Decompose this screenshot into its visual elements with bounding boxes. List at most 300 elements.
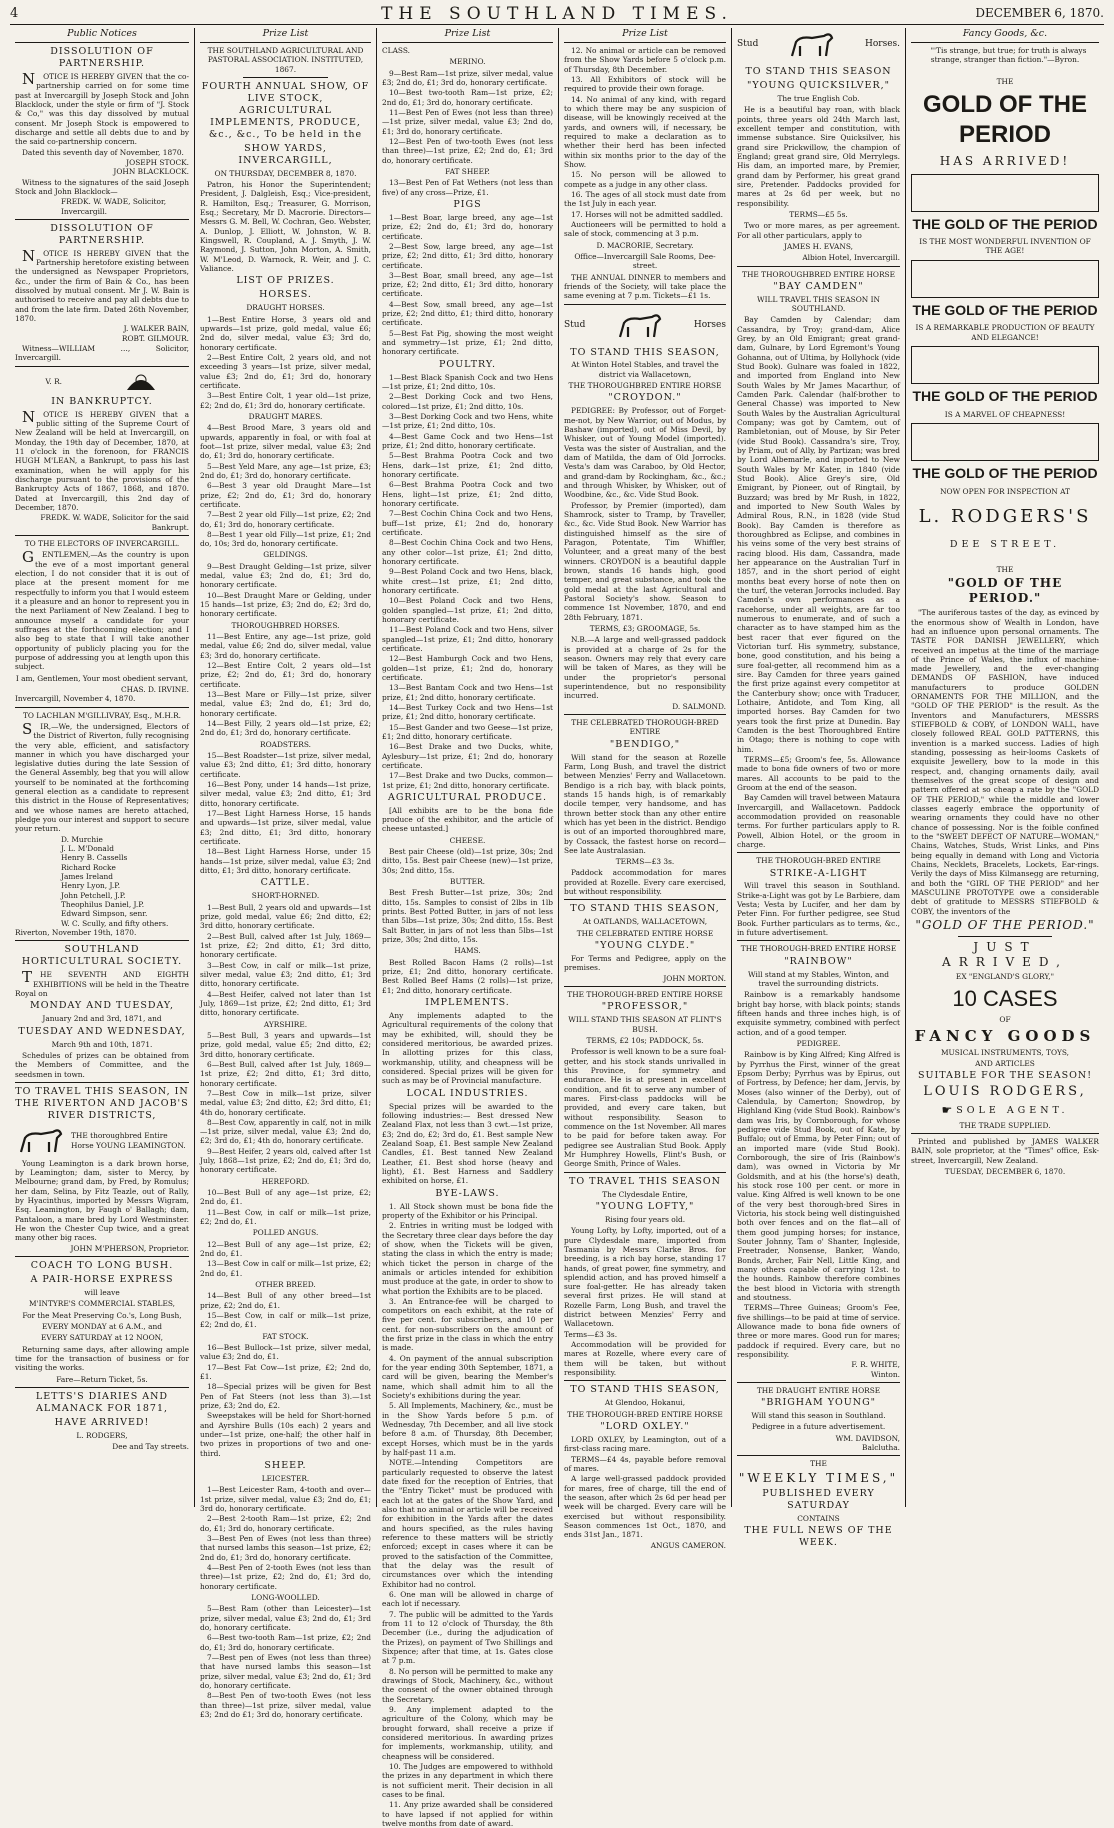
advert-line: At Winton Hotel Stables, and travel the district via Wallacetown, <box>571 360 719 379</box>
class-title: OTHER BREED. <box>255 1280 316 1290</box>
notice-body: SIR,—We, the undersigned, Electors of the District of Riverton, fully recognising the very able, efficient, and satisfactory manner in which you have discharged your legislative duties during the late Session of the General Assembly, beg that you will allow yourself to be nominated at the forthcoming general election as a candidate to represent this district in the House of Representatives; and we whose names are hereto attached, pledge you our interest and support to secure your return. <box>15 719 189 834</box>
signatory: J. L. M'Donald <box>61 844 114 854</box>
royal-arms-text: V. R. <box>45 377 62 387</box>
gold-headline: THE GOLD OF THE PERIOD <box>912 465 1098 482</box>
prize-item: 13—Best Pen of Fat Wethers (not less than five) of any cross—Prize, £1. <box>382 178 553 197</box>
prize-item: 3—Best Cow, in calf or milk—1st prize, silver medal, value £3; 2nd ditto, £1; 3rd ditto, honorary certificate. <box>200 960 371 989</box>
coach-line: Returning same days, after allowing ample time for the transaction of business or for visiting the works. <box>15 1344 189 1373</box>
terms: TERMS—£5; Groom's fee, 5s. Allowance made to bona fide owners of two or more mares. All accounts to be paid to the Groom at the end of the season. <box>737 754 900 792</box>
sweepstakes-note: Sweepstakes will be held for Short-horned and Ayrshire Bulls (10s each) 2 years and under—1st prize, one-half; the other half in two prizes in proportions of two and one-third. <box>200 1411 371 1458</box>
divider <box>564 1380 726 1381</box>
officers: Patron, his Honor the Superintendent; President, J. Dalgleish, Esq.; Vice-president, R. Hamilton, Esq.; Treasurer, G. Morrison, Esq.; Secretary, Mr D. Macrorie. Directors—Messrs G. M. Bell, W. Cochran, Geo. Webster, A. Dunlop, J. Elliott, W. Johnston, W. B. Kingswell, R. Coupland, A. J. Smyth, J. W. Raymond, J. Sutton, John Morton, A. Smith, W. M'Leod, D. Warnock, R. Weir, and J. C. Valiance. <box>200 180 371 274</box>
notice-body: Schedules of prizes can be obtained from the Members of Committee, and the seedsmen in town. <box>15 1050 189 1079</box>
coach-line: M'INTYRE'S COMMERCIAL STABLES, <box>29 1299 175 1309</box>
divider <box>737 266 900 267</box>
blank-box <box>911 423 1099 461</box>
prize-item: Best pair Cheese (old)—1st prize, 30s; 2nd ditto, 15s. Best pair Cheese (new)—1st prize, 30s; 2nd ditto, 15s. <box>382 847 553 875</box>
column-prize-list-3 <box>559 28 731 1550</box>
divider <box>737 852 900 853</box>
prize-item: 2—Best Bull, calved after 1st July, 1869—1st prize, £2; 2nd ditto, £1; 3rd ditto, honorary certificate. <box>200 931 371 960</box>
notice-body: GENTLEMEN,—As the country is upon the eve of a most important general election, I do not consider that it is out of place at the present moment for me respectfully to inform you that I would esteem it a pleasure and an honor to represent you in the next Parliament of New Zealand. I beg to announce myself a candidate for your suffrages at the forthcoming election; and I also beg to state that I will take another opportunity of publicly placing you for the purpose of addressing you at length upon this subject. <box>15 548 189 672</box>
column-heading: Prize List <box>382 28 553 43</box>
imprint-date: TUESDAY, DECEMBER 6, 1870. <box>944 1166 1066 1176</box>
gold-headline: THE GOLD OF THE PERIOD <box>912 301 1098 318</box>
page-number: 4 <box>10 6 19 21</box>
signature: ANGUS CAMERON. <box>650 1540 726 1550</box>
section-title: BYE-LAWS. <box>435 1187 500 1199</box>
signature: JOHN MORTON. <box>663 973 726 983</box>
horse-icon <box>614 309 666 343</box>
gold-headline: GOLD OF THE PERIOD <box>923 90 1087 149</box>
signatory: James Ireland <box>61 872 113 882</box>
bylaw: 4. On payment of the annual subscription for the year ending 30th September, 1871, a card will be given, bearing the Member's name, which shall admit him to all the Society's exhibitions during the year. <box>382 1353 553 1401</box>
bylaw: 13. All Exhibitors of stock will be required to provide their own forage. <box>564 74 726 94</box>
prize-item: 7—Best 2 year old Filly—1st prize, £2; 2nd do, £1; 3rd do, honorary certificate. <box>200 510 371 529</box>
horse-name: "BENDIGO," <box>609 738 681 750</box>
witness-name: FREDK. W. WADE, Solicitor, Invercargill. <box>61 197 167 216</box>
advert-title: THE THOROUGHBRED ENTIRE HORSE <box>742 269 895 279</box>
prize-item: 9—Best Draught Gelding—1st prize, silver medal, value £3; 2nd do, £1; 3rd do, honorary certificate. <box>200 561 371 590</box>
exhibition-dates: MONDAY AND TUESDAY, <box>30 1000 174 1012</box>
advert-line: The Clydesdale Entire, <box>602 1189 688 1199</box>
weekly-times-title: "WEEKLY TIMES," <box>738 1470 899 1485</box>
blank-box <box>911 174 1099 212</box>
prize-item: 5—Best Brahma Pootra Cock and two Hens, dark—1st prize, £1; 2nd ditto, honorary certificate. <box>382 451 553 480</box>
prize-item: Best Rolled Bacon Hams (2 rolls)—1st prize, £1; 2nd ditto, honorary certificate. Best Rolled Beef Hams (2 rolls)—1st prize, £1; 2nd ditto, honorary certificate. <box>382 957 553 995</box>
class-title: DRAUGHT MARES. <box>248 411 323 421</box>
coach-line: Fare—Return Ticket, 5s. <box>56 1374 148 1384</box>
issue-date: DECEMBER 6, 1870. <box>975 6 1104 20</box>
terms: TERMS—£3 3s. <box>615 857 675 867</box>
advert-body: "The auriferous tastes of the day, as evinced by the enormous show of Wealth in London, have had an influence upon personal ornaments. The TASTE FOR DANISH JEWELLERY, which received an impetus at the time of the marriage of the Prince of Wales, the influx of machine-made Jewellery, and the ever-changing DEMANDS OF FASHION, have induced manufacturers to produce GOLDEN ORNAMENTS FOR THE MILLION, and the "GOLD OF THE PERIOD" is the result. As the Inventors and Manufacturers, MESSRS STIEFBOLD & COBY, of LONDON WALL, have closely followed REAL GOLD PATTERNS, this invention is a marked success. Ladies of high standing, possessing as heir-looms Caskets of exquisite Jewellery, bow to la mode in this respect, and, changing ornaments daily, avail themselves of the great scope of design and pattern offered at so cheap a rate by the "GOLD OF THE PERIOD," while the middle and lower classes eagerly embrace the opportunity of wearing ornaments they could have no other chance of possessing. Nor is the foible confined to the "SWEET DEFECT OF NATURE—WOMAN," Chains, Watches, Studs, Wrist Links, and Pins being equally in demand with Long and Victoria Chains, Necklets, Bracelets, Lockets, Ear-rings. Verily the days of Miss Kilmansegg are returning, and both the "GIRL OF THE PERIOD" and her MASCULINE PROTOTYPE owe a considerable debt of gratitude to MESSRS STIEFBOLD & COBY, the inventors of the <box>911 608 1099 916</box>
fancy-goods-headline: FANCY GOODS <box>914 1026 1096 1045</box>
blank-box <box>911 346 1099 384</box>
prize-item: 14—Best Filly, 2 years old—1st prize, £2; 2nd do, £1; 3rd do, honorary certificate. <box>200 719 371 738</box>
prize-item: 3—Best Boar, small breed, any age—1st prize, £2; 2nd ditto, £1; 3rd ditto, honorary certificate. <box>382 270 553 299</box>
bylaw: 16. The ages of all stock must date from the 1st July in each year. <box>564 189 726 209</box>
divider <box>737 1455 900 1456</box>
advert-line: THE THOROUGH-BRED ENTIRE HORSE <box>567 1409 723 1419</box>
bylaw: 5. All Implements, Machinery, &c., must be in the Show Yards before 5 p.m. of Wednesday, 7th December, and all live stock before 8 a.m. of Thursday, 8th December, except Horses, which must be in the yards by half-past 11 a.m. <box>382 1401 553 1458</box>
bylaw: Auctioneers will be permitted to hold a sale of stock, commencing at 3 p.m. <box>564 219 726 239</box>
address: Balclutha. <box>862 1443 900 1453</box>
stud-banner <box>737 28 900 62</box>
advert-line: THE TRADE SUPPLIED. <box>959 1120 1051 1130</box>
coach-line: EVERY MONDAY at 6 A.M., and <box>42 1322 162 1331</box>
divider <box>15 707 189 708</box>
advert-body: He is a beautiful bay roan, with black points, three years old 24th March last, excellent temper and constitution, with immense substance. Sire Quicksilver, his grand sire Prickwillow, the champion of England; great grand sire, Old Merrylegs. His dam, an imported mare, by Premier, grand dam by Performer, his great grand sire, Pretender. Paddocks provided for mares at 2s 6d per week, but no responsibility. <box>737 105 900 208</box>
horse-advert-header <box>15 1124 189 1158</box>
notice-title: SOUTHLAND HORTICULTURAL SOCIETY. <box>21 944 183 968</box>
prize-item: 2—Best Entire Colt, 2 years old, and not exceeding 3 years—1st prize, silver medal, value £3; 2nd do, £1; 3rd do, honorary certificate. <box>200 352 371 390</box>
advert-line: AND ARTICLES <box>975 1058 1035 1068</box>
class-title: HEREFORD. <box>261 1176 310 1186</box>
prize-item: 6—Best Bull, calved after 1st July, 1869—1st prize, £2; 2nd ditto, £1; 3rd ditto, honorary certificate. <box>200 1059 371 1088</box>
section-title: CATTLE. <box>260 877 311 889</box>
section-title: AGRICULTURAL PRODUCE. <box>387 791 548 803</box>
prize-item: 12—Best Pen of two-tooth Ewes (not less than three)—1st prize, £2; 2nd do, £1; 3rd do, honorary certificate. <box>382 136 553 165</box>
dinner-notice: THE ANNUAL DINNER to members and friends of the Society, will take place the same evening at 7 p.m. Tickets—£1 1s. <box>564 272 726 301</box>
prize-item: 10—Best Poland Cock and two Hens, golden spangled—1st prize, £1; 2nd ditto, honorary certificate. <box>382 596 553 624</box>
blank-box <box>911 260 1099 298</box>
advert-line: OF <box>999 1015 1011 1025</box>
bylaw: 15. No person will be allowed to compete as a judge in any other class. <box>564 170 726 189</box>
prize-item: 10—Best Draught Mare or Gelding, under 15 hands—1st prize, £3; 2nd do, £2; 3rd do, honorary certificate. <box>200 590 371 619</box>
exhibition-dates: TUESDAY AND WEDNESDAY, <box>18 1025 186 1037</box>
advert-body: Paddock accommodation for mares provided at Rozelle. Every care exercised, but without responsibility. <box>564 868 726 897</box>
divider <box>15 219 189 220</box>
horse-name: THE thoroughbred Entire Horse YOUNG LEAMINGTON. <box>71 1131 186 1150</box>
prize-item: 8—Best Cow, apparently in calf, not in milk—1st prize, silver medal, value £3; 2nd do, £2; 3rd do, £1; 4th do, honorary certificate. <box>200 1117 371 1146</box>
notice-title: COACH TO LONG BUSH. <box>30 1260 174 1272</box>
section-title: POULTRY. <box>439 358 496 370</box>
horse-name: "BRIGHAM YOUNG" <box>760 1397 877 1409</box>
advert-line: THE FULL NEWS OF THE WEEK. <box>744 1525 893 1549</box>
class-title: MERINO. <box>449 57 486 67</box>
shop-address: DEE STREET. <box>949 538 1061 550</box>
prize-item: 10—Best Bull of any age—1st prize, £2; 2nd do, £1. <box>200 1188 371 1207</box>
royal-arms <box>15 370 189 394</box>
advert-line: SUITABLE FOR THE SEASON! <box>917 1070 1093 1082</box>
prize-item: 18—Special prizes will be given for Best Pen of Fat Steers (not less than 3).—1st prize, £3; 2nd do, £2. <box>200 1382 371 1411</box>
prize-item: 10—Best two-tooth Ram—1st prize, £2; 2nd do, £1; 3rd do, honorary certificate. <box>382 88 553 107</box>
address: Dee and Tay streets. <box>112 1442 189 1452</box>
divider <box>15 1082 189 1083</box>
prize-item: 5—Best Bull, 3 years and upwards—1st prize, gold medal, value £5; 2nd ditto, £2; 3rd ditto, honorary certificate. <box>200 1030 371 1059</box>
prize-item: 3—Best Dorking Cock and two Hens, white—1st prize, £1; 2nd ditto, 10s. <box>382 412 553 431</box>
horse-name: "PROFESSOR," <box>601 1001 689 1013</box>
advert-body: For Terms and Pedigree, apply on the premises. <box>564 954 726 973</box>
advert-title: THE THOROUGH-BRED ENTIRE HORSE <box>567 990 723 1000</box>
advert-body: Rainbow is a remarkably handsome bright bay horse, with black points; stands fifteen hands and three inches high, is of exquisite symmetry, combined with perfect action, and of a good temper. <box>737 990 900 1037</box>
signature: JOSEPH STOCK. <box>126 157 189 167</box>
advert-line: The true English Cob. <box>777 93 860 103</box>
prize-item: 8—Best Cochin China Cock and two Hens, any other color—1st prize, £1; 2nd ditto, honorary certificate. <box>382 538 553 566</box>
horse-name: "YOUNG CLYDE." <box>594 940 696 952</box>
prize-item: 15—Best Gander and two Geese—1st prize, £1; 2nd ditto, honorary certificate. <box>382 722 553 741</box>
address: Office—Invercargill Sale Rooms, Dee-street. <box>574 251 716 271</box>
divider <box>15 366 189 367</box>
advert-line: IS THE MOST WONDERFUL INVENTION OF THE AGE! <box>919 237 1091 256</box>
prize-item: 1—Best Entire Horse, 3 years old and upwards—1st prize, gold medal, value £6; 2nd do, silver medal, value £3; 3rd do, honorary certificate. <box>200 314 371 352</box>
prize-item: 4—Best Pen of 2-tooth Ewes (not less than three)—1st prize, £2; 2nd do, £1; 3rd do, honorary certificate. <box>200 1562 371 1591</box>
divider <box>564 899 726 900</box>
terms: TERMS, £3; GROOMAGE, 5s. <box>589 623 701 633</box>
stud-label: Stud <box>564 319 586 330</box>
divider <box>15 535 189 536</box>
horse-name: "YOUNG QUICKSILVER," <box>746 79 891 91</box>
prize-item: 12—Best Bull of any age—1st prize, £2; 2nd do, £1. <box>200 1239 371 1259</box>
column-public-notices <box>10 28 194 1507</box>
horse-name: "RAINBOW" <box>784 955 853 967</box>
shop-name: L. RODGERS'S <box>918 506 1092 527</box>
bylaw: 12. No animal or article can be removed from the Show Yards before 5 o'clock p.m. of Thursday, 8th December. <box>564 45 726 74</box>
bylaw: 7. The public will be admitted to the Yards from 11 to 12 o'clock of Thursday, the 8th December (i.e., during the adjudication of the Prizes), on payment of Two Shillings and Sixpence; after that time, at 1s. Gates close at 7 p.m. <box>382 1609 553 1666</box>
advert-body: Will travel this season in Southland. Strike-a-Light was got by Le Barbiere, dam Vesta; Vesta by Lucifer, and her dam by Peter Finn. For further pedigree, see Stud Book. Further particulars as to terms, &c., in future advertisement. <box>737 881 900 938</box>
signatory: W. C. Scully, and fifty others. <box>61 918 169 928</box>
prize-item: 14—Best Turkey Cock and two Hens—1st prize, £1; 2nd ditto, honorary certificate. <box>382 702 553 722</box>
class-title: DRAUGHT HORSES. <box>246 303 325 313</box>
notice-title: DISSOLUTION OF PARTNERSHIP. <box>50 222 154 246</box>
prize-item: 15—Best Roadster—1st prize, silver medal, value £3; 2nd ditto, £1; 3rd ditto, honorary certificate. <box>200 751 371 779</box>
show-venue: SHOW YARDS, INVERCARGILL, <box>238 142 333 166</box>
divider <box>564 1172 726 1173</box>
column-heading: Fancy Goods, &c. <box>911 28 1099 43</box>
notice-body: Young Leamington is a dark brown horse, by Leamington; dam, sister to Mercy, by Melbourne; grand dam, by Fred, by Romulus; her dam, Selina, by Fitz Teazle, out of Rally, by Hyacinthus, imported by Messrs Wigram, Esq. Leamington, by Faugh o' Ballagh; dam, Pantaloon, a mare bred by Lord Westminster. He won the Chester Cup twice, and a great many other big races. <box>15 1158 189 1243</box>
notice-title: TO LACHLAN M'GILLIVRAY, Esq., M.H.R. <box>22 710 182 720</box>
coach-line: A PAIR-HORSE EXPRESS <box>30 1274 174 1286</box>
pedigree: PEDIGREE: By Professor, out of Forget-me-not, by New Warrior, out of Modus, by Bashaw (imported), out of Miss Devil, by Whisker, out of Young Model (imported). Vesta was the sister of Australian, and the dam of Matilda, the dam of Old Jorrocks. Vesta's dam was Caraboo, by Old Hector, and grand-dam by Rockingham, &c., &c.; and through Whisker, by Whisker, out of Woodbine, &c., &c. Vide Stud Book. <box>564 406 726 500</box>
class-title: LONG-WOOLLED. <box>251 1592 320 1602</box>
divider <box>15 940 189 941</box>
advert-body: Young Lofty, by Lofty, imported, out of a pure Clydesdale mare, imported from Tasmania by Messrs Clarke Bros. for breeding, is a rich bay horse, standing 17 hands, of great power, fine symmetry, and splendid action, and has proved himself a sure foal-getter. He has already taken several first prizes. He will stand at Rozelle Farm, Long Bush, and travel the district between Menzies' Ferry and Wallacetown. <box>564 1226 726 1329</box>
terms: TERMS—£5 5s. <box>789 209 848 219</box>
advert-body: A large well-grassed paddock provided for mares, free of charge, till the end of the season, after which 2s 6d per head per week will be charged. Every care will be exercised but without responsibility. Season commences 1st Oct., 1870, and ends 31st Jan., 1871. <box>564 1474 726 1540</box>
stud-label: Stud <box>737 39 759 50</box>
coach-line: will leave <box>84 1288 120 1298</box>
terms: Terms—£3 3s. <box>564 1329 618 1339</box>
signature: CHAS. D. IRVINE. <box>121 684 189 694</box>
column-prize-list-2 <box>377 28 558 1828</box>
prize-item: 17—Best Drake and two Ducks, common—1st prize, £1; 2nd ditto, honorary certificate. <box>382 771 553 790</box>
prize-item: 7—Best Cochin China Cock and two Hens, buff—1st prize, £1; 2nd do, honorary certificate. <box>382 509 553 537</box>
prize-item: 13—Best Bantam Cock and two Hens—1st prize, £1; 2nd ditto, honorary certificate. <box>382 683 553 702</box>
advert-line: Pedigree in a future advertisement. <box>751 1422 886 1432</box>
class-label: CLASS. <box>382 45 410 55</box>
advert-line: CONTAINS <box>797 1513 840 1523</box>
bylaw: 11. Any prize awarded shall be considered to have lapsed if not applied for within twelve months from date of award. <box>382 1800 553 1828</box>
pedigree-heading: PEDIGREE. <box>796 1039 841 1049</box>
notice-body: THE SEVENTH AND EIGHTH EXHIBITIONS will be held in the Theatre Royal on <box>15 968 189 998</box>
signature: D. SALMOND. <box>672 701 726 711</box>
notice-title: DISSOLUTION OF PARTNERSHIP. <box>50 45 154 69</box>
bylaw: NOTE.—Intending Competitors are particularly requested to observe the latest date fixed for the reception of Entries, that the "Entry Ticket" must be produced with each lot at the gates of the Show Yard, and also that no animal or article will be received for exhibition in the Yards after the dates and hours specified, as the rules having reference to these matters will be strictly enforced; except in cases where it can be proved to the satisfaction of the Committee, that the delay was the result of circumstances over which the intending Exhibitor had no control. <box>382 1458 553 1589</box>
advert-line: THE THOROUGHBRED ENTIRE HORSE <box>568 381 722 391</box>
signatory: Richard Rocke <box>61 862 116 872</box>
advert-body: Will stand for the season at Rozelle Farm, Long Bush, and travel the district between Menzies' Ferry and Wallacetown. Bendigo is a rich bay, with black points, stands 15 hands high, is of remarkably docile temper, very handsome, and has thrown better stock than any other entire which has yet been in the district. Bendigo is out of an imported thoroughbred mare, by Cossack, the fastest horse on record—See late Australasian. <box>564 752 726 855</box>
advert-title: THE DRAUGHT ENTIRE HORSE <box>756 1385 881 1395</box>
class-title: SHORT-HORNED. <box>251 891 320 901</box>
prize-item: 6—Best 3 year old Draught Mare—1st prize, £2; 2nd do, £1; 3rd do, honorary certificate. <box>200 481 371 509</box>
notice-body: NOTICE IS HEREBY GIVEN that the co-partnership carried on for some time past at Invercargill by Joseph Stock and John Blacklock, under the style or firm of "J. Stock & Co," was this day dissolved by mutual consent. Mr Joseph Stock is empowered to discharge and settle all debts due to and by the said co-partnership concern. <box>15 69 189 147</box>
advert-body: Professor is well known to be a sure foal-getter, and his stock stands unrivalled in this Province, for symmetry and endurance. He is at present in excellent condition, and fit to serve any number of mares. First-class paddocks will be provided, and every care taken, but without responsibility. Season to commence on the 1st November. All mares to be paid for before taken away. For pedigree see Australian Stud Book. Apply Mr Humphrey Howells, Flint's Bush, or George Smith, Prince of Wales. <box>564 1047 726 1169</box>
bylaw: 10. The Judges are empowered to withhold the prizes in any department in which there is not sufficient merit. Their decision in all cases to be final. <box>382 1761 553 1799</box>
advert-line: HAS ARRIVED! <box>939 154 1071 169</box>
column-fancy-goods <box>906 28 1104 1507</box>
class-title: FAT SHEEP. <box>445 166 490 176</box>
section-title: LIST OF PRIZES. <box>236 275 335 287</box>
advert-title: THE CELEBRATED THOROUGH-BRED ENTIRE <box>571 717 719 737</box>
gold-headline: "GOLD OF THE PERIOD." <box>947 575 1063 606</box>
exhibition-dates: January 2nd and 3rd, 1871, and <box>42 1014 162 1024</box>
prize-item: 11—Best Pen of Ewes (not less than three)—1st prize, silver medal, value £3; 2nd do, £1; 3rd do, honorary certificate. <box>382 107 553 136</box>
prize-item: 5—Best Yeld Mare, any age—1st prize, £3; 2nd do, £1; 3rd do, honorary certificate. <box>200 461 371 480</box>
advert-line: THE <box>810 1459 827 1469</box>
signature: FREDK. W. WADE, Solicitor for the said Bankrupt. <box>40 513 189 532</box>
bylaw: 2. Entries in writing must be lodged with the Secretary three clear days before the day of show, when the Tickets will be given, stating the class in which the entry is made; which ticket the person in charge of the animals or articles intended for exhibition must produce at the gate, in order to show to what portion the Exhibits are to be placed. <box>382 1221 553 1296</box>
address: Albion Hotel, Invercargill. <box>802 253 900 263</box>
prize-item: 3—Best Entire Colt, 1 year old—1st prize, £2; 2nd do, £1; 3rd do, honorary certificate. <box>200 391 371 410</box>
prize-item: 13—Best Cow in calf or milk—1st prize, £2; 2nd do, £1. <box>200 1259 371 1278</box>
advert-title: TO STAND THIS SEASON, <box>570 1384 720 1396</box>
show-title: FOURTH ANNUAL SHOW, OF LIVE STOCK, AGRICULTURAL IMPLEMENTS, PRODUCE, &c., &c., To be held in the <box>201 80 370 140</box>
advert-line: WILL STAND THIS SEASON AT FLINT'S BUSH. <box>568 1015 722 1034</box>
section-title: PIGS <box>453 198 482 210</box>
advert-line: Will stand at my Stables, Winton, and travel the surrounding districts. <box>748 969 889 989</box>
stud-banner <box>564 309 726 343</box>
notice-title: HAVE ARRIVED! <box>54 1416 150 1428</box>
advert-title: THE THOROUGH-BRED ENTIRE <box>756 856 881 866</box>
prize-item: 12—Best Entire Colt, 2 years old—1st prize, £2; 2nd do, £1; 3rd do, honorary certificate. <box>200 661 371 689</box>
prize-item: 2—Best Dorking Cock and two Hens, colored—1st prize, £1; 2nd ditto, 10s. <box>382 392 553 411</box>
bylaw: 3. An Entrance-fee will be charged to competitors on each exhibit, at the rate of five per cent. for subscribers, and 10 per cent. for non-subscribers on the amount of the first prize in the class in which the entry is made. <box>382 1296 553 1353</box>
prize-item: 5—Best Ram (other than Leicester)—1st prize, silver medal, value £3; 2nd do, £1; 3rd do, honorary certificate. <box>200 1604 371 1632</box>
pedigree: Rainbow is by King Alfred; King Alfred is by Pyrrhus the First, winner of the great Epsom Derby; Pyrrhus was by Epirus, out of Fortress, by Defence; her dam, Jervis, by Moses (also winner of the Derby), out of Calendula, by Camerton; Snowdrop, by Highland King (vide Stud Book). Rainbow's dam was Iris, by Cornborough, for whose pedigree vide Stud Book, out of Kate, by Buffalo; out of Emma, by Peter Finn; out of an imported mare (vide Stud Book). Cornborough, the sire of Iris (Rainbow's dam), was owned in Victoria by Mr Goldsmith, and at his (the horse's) death, his stock rose 100 per cent. or more in value. King Alfred is well known to be one of the very best thorough-bred Sires in Victoria, his stock being well distinguished both over fences and on the flat—all of them good jumping horses; for instance, Souter Johnny, Tam o' Shanter, Ingleside, Freetrader, Nonsense, Banker, Wando, Bonds, Archer, Fair Nell, Little King, and many others capable of carrying 12st. to the hounds. Rainbow therefore combines the best blood in Victoria with strength and stoutness. <box>737 1050 900 1302</box>
sole-agent: SOLE AGENT. <box>956 1104 1069 1116</box>
advert-line: IS A MARVEL OF CHEAPNESS! <box>944 409 1066 419</box>
class-title: BUTTER. <box>450 877 485 887</box>
signatory: Theophilus Daniel, J.P. <box>61 900 145 910</box>
prize-item: 4—Best Heifer, calved not later than 1st July, 1869—1st prize, £2; 2nd ditto, £1; 3rd ditto, honorary certificate. <box>200 989 371 1018</box>
column-heading: Prize List <box>564 28 726 43</box>
imprint: Printed and published by JAMES WALKER BAIN, sole proprietor, at the "Times" office, Esk-street, Invercargill, New Zealand. <box>911 1136 1099 1165</box>
prize-item: 17—Best Fat Cow—1st prize, £2; 2nd do, £1. <box>200 1362 371 1382</box>
prize-item: 2—Best Sow, large breed, any age—1st prize, £2; 2nd ditto, £1; 3rd ditto, honorary certificate. <box>382 241 553 270</box>
bylaw: 9. Any implement adapted to the agriculture of the Colony, which may be brought forward, shall receive a prize if considered meritorious. In awarding prizes for implements, workmanship, utility, and cheapness will be considered. <box>382 1704 553 1761</box>
class-title: LEICESTER. <box>261 1473 310 1483</box>
column-heading: Prize List <box>200 28 371 43</box>
prize-item: 11—Best Entire, any age—1st prize, gold medal, value £6; 2nd do, silver medal, value £3; 3rd do, honorary certificate. <box>200 632 371 660</box>
advert-body: LORD OXLEY, by Leamington, out of a first-class racing mare. <box>564 1435 726 1454</box>
advert-line: MUSICAL INSTRUMENTS, TOYS, <box>940 1047 1070 1057</box>
signature: F. R. WHITE, <box>851 1360 900 1370</box>
signatory: D. Murchie <box>61 834 103 844</box>
prize-item: 4—Best Sow, small breed, any age—1st prize, £2; 2nd ditto, £1; third ditto, honorary certificate. <box>382 299 553 328</box>
notice-title: LETTS'S DIARIES AND ALMANACK FOR 1871, <box>35 1390 169 1414</box>
signature: JOHN M'PHERSON, Proprietor. <box>70 1243 189 1253</box>
divider <box>564 714 726 715</box>
prize-item: 17—Best Light Harness Horse, 15 hands and upwards—1st prize, silver medal, value £3; 2nd ditto, £1; 3rd ditto, honorary certificate. <box>200 809 371 846</box>
prize-item: 5—Best Fat Pig, showing the most weight and symmetry—1st prize, £1; 2nd ditto, honorary certificate. <box>382 328 553 357</box>
prize-item: 1—Best Black Spanish Cock and two Hens—1st prize, £1; 2nd ditto, 10s. <box>382 372 553 392</box>
advert-body: Professor, by Premier (imported), dam Shamrock, sister to Tramp, by Traveller, &c., &c. Vide Stud Book. New Warrior has distinguished himself as the sire of Paragon, Potentate, Tim Whiffler, Volunteer, and a great many of the best winners. CROYDON is a beautiful dapple brown, stands 16 hands high, good temper, and great substance, and took the gold medal at the last Agricultural and Pastoral Society's show. Season to commence 1st November, 1870, and end 28th February, 1871. <box>564 500 726 622</box>
section-title: SHEEP. <box>264 1459 307 1471</box>
prize-item: 7—Best pen of Ewes (not less than three) that have nursed lambs this season—1st prize, silver medal, value £3; 2nd do, £1; 3rd do, honorary certificate. <box>200 1652 371 1690</box>
signature: WM. DAVIDSON, <box>835 1433 900 1443</box>
address: Winton. <box>870 1369 900 1379</box>
prize-item: 1—Best Bull, 2 years old and upwards—1st prize, gold medal, value £6; 2nd ditto, £2; 3rd ditto, honorary certificate. <box>200 902 371 931</box>
advert-title: TO STAND THIS SEASON <box>745 66 892 77</box>
bylaw: 17. Horses will not be admitted saddled. <box>571 209 723 219</box>
signature: ROBT. GILMOUR. <box>121 333 189 343</box>
divider <box>911 1133 1099 1134</box>
signature: JOHN BLACKLOCK. <box>113 167 189 177</box>
prize-item: 2—Best 2-tooth Ram—1st prize, £2; 2nd do, £1; 3rd do, honorary certificate. <box>200 1514 371 1533</box>
divider <box>737 1382 900 1383</box>
prize-item: 16—Best Bullock—1st prize, silver medal, value £3; 2nd do, £1. <box>200 1343 371 1362</box>
advert-line: THE <box>996 76 1014 86</box>
prize-item: Best Fresh Butter—1st prize, 30s; 2nd ditto, 15s. Samples to consist of 2lbs in 1lb prints. Best Potted Butter, in jars of not less than 5lbs—1st prize, 30s; 2nd ditto, 15s. Best Salt Butter, in jars of not less than 5lbs—1st prize, 30s; 2nd ditto, 15s. <box>382 888 553 945</box>
advert-line: THE CELEBRATED ENTIRE HORSE <box>576 928 714 938</box>
horse-name: STRIKE-A-LIGHT <box>769 867 868 879</box>
terms: TERMS—Three Guineas; Groom's Fee, five shillings—to be paid at time of service. Allowance made to bona fide owners of three or more mares. Good run for mares; paddock if required. Every care, but no responsibility. <box>737 1303 900 1359</box>
show-date: ON THURSDAY, DECEMBER 8, 1870. <box>214 168 357 178</box>
advert-title: THE THOROUGH-BRED ENTIRE HORSE <box>740 944 897 954</box>
class-title: CHEESE. <box>449 835 486 845</box>
column-stud-horses <box>732 28 905 1549</box>
bylaw: 14. No animal of any kind, with regard to which there may be any suspicion of disease, will be knowingly received at the yards, and owners will, if necessary, be required to make a declaration as to whether their herd has been infected within six months prior to the day of the Show. <box>564 94 726 169</box>
prize-item: 6—Best Brahma Pootra Cock and two Hens, light—1st prize, £1; 2nd ditto, honorary certificate. <box>382 480 553 509</box>
signature: L. RODGERS, <box>76 1430 128 1440</box>
notice-date: Invercargill, November 4, 1870. <box>15 694 136 704</box>
bylaw: 8. No person will be permitted to make any drawings of Stock, Machinery, &c., without the consent of the owner obtained through the Secretary. <box>382 1666 553 1704</box>
advert-line: EX "ENGLAND'S GLORY," <box>955 972 1055 982</box>
prize-item: Any implements adapted to the Agricultural requirements of the colony that may be exhibited, will, should they be considered meritorious, be awarded prizes. In allotting prizes for this class, workmanship, utility, and cheapness will be considered. Special prizes will be given for such as may be of Provincial manufacture. <box>382 1011 553 1086</box>
advert-body: Bay Camden will travel between Mataura Invercargill, and Wallacetown. Paddock accommodation provided on reasonable terms. For further particulars apply to R. Powell, Albion Hotel, or the groom in charge. <box>737 793 900 849</box>
horse-name: "CROYDON." <box>608 392 682 404</box>
column-heading: Public Notices <box>15 28 189 43</box>
prize-item: 7—Best Cow in milk—1st prize, silver medal, value £3; 2nd ditto, £2; 3rd ditto, £1; 4th do, honorary certificate. <box>200 1088 371 1117</box>
class-title: GELDINGS. <box>263 550 308 560</box>
terms: TERMS, £2 10s; PADDOCK, 5s. <box>586 1036 704 1045</box>
notice-body: NOTICE IS HEREBY GIVEN that the Partnership heretofore existing between the undersigned as Newspaper Proprietors, &c., under the firm of Bain & Co., has been dissolved by mutual consent. Mr J. W. Bain is authorised to receive and pay all debts due to and from the late firm. Dated 26th November, 1870. <box>15 246 189 324</box>
section-title: LOCAL INDUSTRIES. <box>406 1087 529 1099</box>
prize-item: 16—Best Pony, under 14 hands—1st prize, silver medal, value £3; 2nd ditto, £1; 3rd ditto, honorary certificate. <box>200 780 371 808</box>
advert-body: Two or more mares, as per agreement. For all other particulars, apply to <box>737 221 900 240</box>
divider <box>243 77 329 78</box>
divider <box>564 304 726 305</box>
class-title: HAMS. <box>454 946 481 956</box>
bylaw: 1. All Stock shown must be bona fide the property of the Exhibitor or his Principal. <box>382 1201 553 1220</box>
advert-line: WILL TRAVEL THIS SEASON IN SOUTHLAND. <box>757 294 880 314</box>
notice-body: NOTICE IS HEREBY GIVEN that a public sitting of the Supreme Court of New Zealand will be held at Invercargill, on Monday, the 19th day of December, 1870, at 11 o'clock in the forenoon, for FRANCIS HUGH M'LEAN, a Bankrupt, to pass his last examination, when he will apply for his discharge pursuant to the provisions of the Bankruptcy Acts of 1867, 1868, and 1870. Dated at Invercargill, this 2nd day of December, 1870. <box>15 407 189 512</box>
class-title: AYRSHIRE. <box>263 1019 308 1029</box>
signature: D. MACRORIE, Secretary. <box>596 240 694 250</box>
class-title: FAT STOCK. <box>262 1331 309 1341</box>
advert-line: Rising four years old. <box>604 1214 686 1224</box>
divider <box>737 940 900 941</box>
column-prize-list-1 <box>195 28 376 1719</box>
advert-body: N.B.—A large and well-grassed paddock is provided at a charge of 2s for the season. Owners may rely that every care will be taken of Mares, as they will be under the proprietor's personal superintendence, but no responsibility incurred. <box>564 635 726 701</box>
section-title: IMPLEMENTS. <box>425 997 510 1009</box>
gold-headline: THE GOLD OF THE PERIOD <box>912 215 1098 232</box>
divider <box>564 986 726 987</box>
witness: Witness to the signatures of the said Joseph Stock and John Blacklock— <box>15 177 189 196</box>
coat-of-arms-icon <box>123 370 159 394</box>
signatory: Henry Lyon, J.P. <box>61 881 121 891</box>
signature: J. WALKER BAIN, <box>123 324 189 334</box>
advert-line: NOW OPEN FOR INSPECTION AT <box>940 486 1070 496</box>
prize-item: 12—Best Hamburgh Cock and two Hens, golden—1st prize, £1; 2nd do, honorary certificate. <box>382 654 553 682</box>
advert-body: Accommodation will be provided for mares at Rozelle, where every care of them will be taken, but without responsibility. <box>564 1340 726 1378</box>
signatory: Henry B. Cassells <box>61 853 128 863</box>
closing: I am, Gentlemen, Your most obedient servant, <box>15 673 189 683</box>
page-header <box>10 4 1104 25</box>
section-title: HORSES. <box>259 289 312 301</box>
divider <box>15 1256 189 1257</box>
prize-item: 9—Best Poland Cock and two Hens, black, white crest—1st prize, £1; 2nd ditto, honorary certificate. <box>382 567 553 595</box>
notice-date: Riverton, November 19th, 1870. <box>15 928 137 938</box>
prize-item: Special prizes will be awarded to the following industries:— Best dressed New Zealand Flax, not less than 3 cwt.—1st prize, £3; 2nd do, £2; 3rd do, £1. Best sample New Zealand Soap, £1. Best sample New Zealand Candles, £1. Best tanned New Zealand Leather, £1. Best shod horse (heavy and light), £1. Best Harness and Saddlery exhibited on horse, £1. <box>382 1101 553 1186</box>
prize-item: 6—Best two-tooth Ram—1st prize, £2; 2nd do, £1; 3rd do, honorary certificate. <box>200 1633 371 1652</box>
class-title: POLLED ANGUS. <box>252 1228 319 1238</box>
divider <box>958 936 1052 937</box>
signature: JAMES H. EVANS, <box>783 241 853 251</box>
advert-line: THE <box>996 564 1014 574</box>
gold-headline: "GOLD OF THE PERIOD." <box>915 918 1095 933</box>
shop-name: LOUIS RODGERS, <box>923 1084 1087 1100</box>
prize-item: 13—Best Mare or Filly—1st prize, silver medal, value £3; 2nd do, £1; 3rd do, honorary certificate. <box>200 690 371 718</box>
